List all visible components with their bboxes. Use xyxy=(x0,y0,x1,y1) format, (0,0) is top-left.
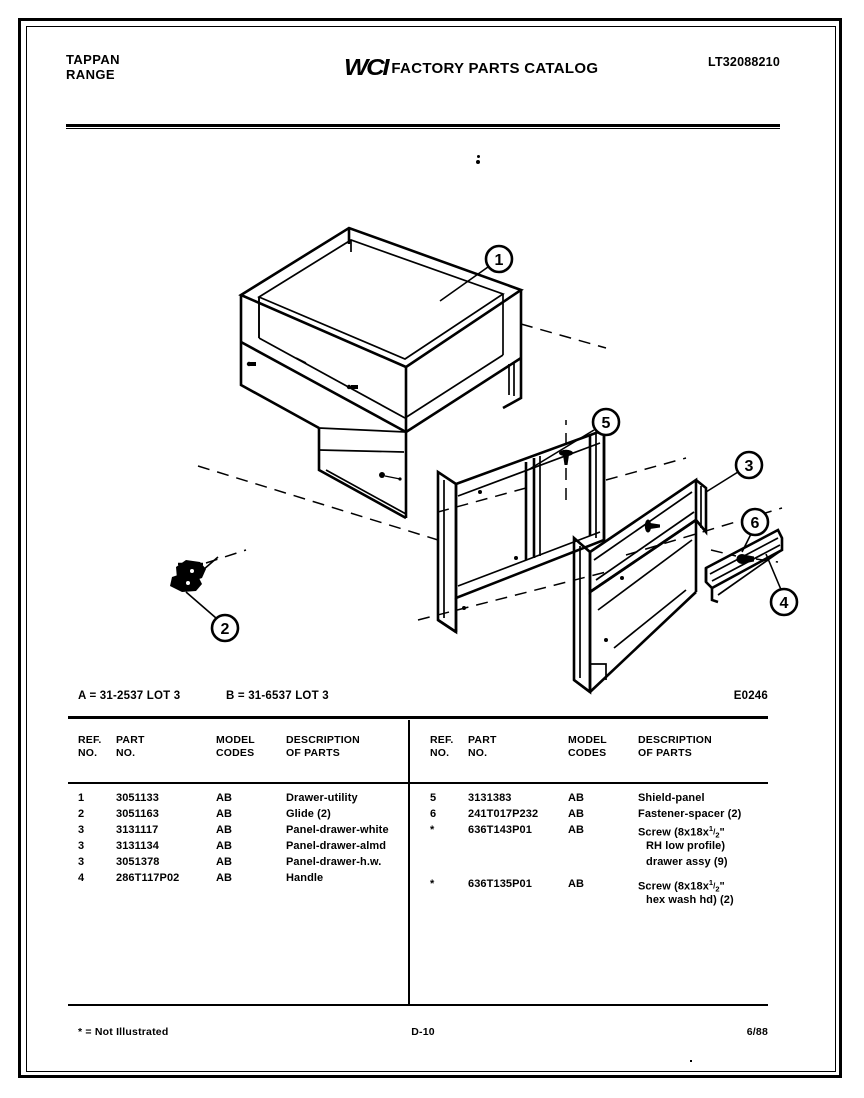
cell-description: drawer assy (9) xyxy=(646,856,728,868)
cell-part-no: 3051133 xyxy=(116,792,159,804)
cell-description: RH low profile) xyxy=(646,840,726,852)
wci-logo: WCI xyxy=(343,54,388,80)
column-header-part-no: PART NO. xyxy=(116,734,145,759)
brand-block xyxy=(66,52,120,82)
header-rule-thin xyxy=(66,128,780,129)
print-speck xyxy=(690,1060,692,1062)
callout-5-label: 5 xyxy=(601,415,611,432)
cell-model-codes: AB xyxy=(216,840,233,852)
cell-part-no: 3051378 xyxy=(116,856,160,868)
callout-2-label: 2 xyxy=(220,621,230,638)
callout-4-label: 4 xyxy=(779,595,789,612)
cell-description: Screw ($8x18x^1/_2$" xyxy=(638,878,725,894)
cell-ref-no: 3 xyxy=(78,824,85,836)
table-row xyxy=(420,878,760,894)
table-row xyxy=(68,824,408,840)
parts-rows-right xyxy=(420,792,760,910)
cell-part-no: 3131134 xyxy=(116,840,159,852)
cell-ref-no: 3 xyxy=(78,840,85,852)
cell-ref-no: * xyxy=(430,878,435,890)
cell-model-codes: AB xyxy=(216,792,233,804)
lot-information-line xyxy=(78,690,768,706)
callout-1-label: 1 xyxy=(494,252,504,269)
cell-model-codes: AB xyxy=(216,808,233,820)
column-header-ref-no: REF. NO. xyxy=(78,734,102,759)
cell-description: hex wash hd) (2) xyxy=(646,894,734,906)
table-row xyxy=(420,856,760,872)
brand-name: TAPPAN xyxy=(66,52,120,67)
cell-model-codes: AB xyxy=(568,808,585,820)
cell-description: Panel-drawer-h.w. xyxy=(286,856,382,868)
page-number: D-10 xyxy=(411,1026,435,1038)
cell-ref-no: 5 xyxy=(430,792,437,804)
cell-description: Glide (2) xyxy=(286,808,331,820)
footnote-not-illustrated: * = Not Illustrated xyxy=(78,1026,169,1038)
parts-rows-left xyxy=(68,792,408,888)
cell-ref-no: 1 xyxy=(78,792,85,804)
page-footer xyxy=(78,1026,768,1044)
cell-ref-no: * xyxy=(430,824,435,836)
cell-model-codes: AB xyxy=(568,792,585,804)
table-row xyxy=(68,792,408,808)
callout-3-label: 3 xyxy=(744,458,754,475)
catalog-title-block xyxy=(306,54,636,81)
cell-description: Panel-drawer-almd xyxy=(286,840,387,852)
glide-part xyxy=(170,560,206,592)
page-header xyxy=(66,52,780,94)
table-row xyxy=(68,840,408,856)
cell-part-no: 636T135P01 xyxy=(468,878,532,890)
revision-date: 6/88 xyxy=(746,1026,768,1038)
shield-panel-part xyxy=(438,430,604,632)
table-row xyxy=(68,856,408,872)
parts-table xyxy=(68,716,768,1006)
column-header-ref-no-right: REF. NO. xyxy=(430,734,454,759)
table-row xyxy=(68,808,408,824)
cell-description: Shield-panel xyxy=(638,792,705,804)
table-row xyxy=(68,872,408,888)
header-rule xyxy=(66,124,780,127)
cell-part-no: 3051163 xyxy=(116,808,159,820)
cell-description: Handle xyxy=(286,872,324,884)
cell-part-no: 3131383 xyxy=(468,792,512,804)
cell-part-no: 3131117 xyxy=(116,824,159,836)
cell-ref-no: 6 xyxy=(430,808,437,820)
drawing-code: E0246 xyxy=(733,690,768,702)
cell-description: Screw ($8x18x^1/_2$" xyxy=(638,824,725,840)
cell-model-codes: AB xyxy=(568,824,585,836)
table-row xyxy=(420,792,760,808)
cell-description: Drawer-utility xyxy=(286,792,358,804)
cell-part-no: 636T143P01 xyxy=(468,824,532,836)
cell-description: Fastener-spacer (2) xyxy=(638,808,742,820)
column-header-description-right: DESCRIPTION OF PARTS xyxy=(638,734,712,759)
cell-ref-no: 2 xyxy=(78,808,85,820)
cell-part-no: 286T117P02 xyxy=(116,872,180,884)
cell-model-codes: AB xyxy=(216,856,233,868)
print-speck-upper xyxy=(477,155,480,158)
brand-category: RANGE xyxy=(66,67,115,82)
cell-model-codes: AB xyxy=(216,824,233,836)
lot-code-b: B = 31-6537 LOT 3 xyxy=(226,690,329,702)
cell-model-codes: AB xyxy=(216,872,233,884)
table-row xyxy=(420,808,760,824)
cell-part-no: 241T017P232 xyxy=(468,808,539,820)
table-row xyxy=(420,894,760,910)
cell-ref-no: 3 xyxy=(78,856,85,868)
parts-table-left xyxy=(68,716,408,1006)
table-row xyxy=(420,840,760,856)
parts-table-right xyxy=(420,716,760,1006)
cell-ref-no: 4 xyxy=(78,872,85,884)
screw-icon-mid xyxy=(645,520,660,533)
cell-model-codes: AB xyxy=(568,878,585,890)
column-header-model-codes: MODEL CODES xyxy=(216,734,255,759)
column-header-description: DESCRIPTION OF PARTS xyxy=(286,734,360,759)
callout-6-label: 6 xyxy=(750,515,760,532)
table-row xyxy=(420,824,760,840)
column-header-part-no-right: PART NO. xyxy=(468,734,497,759)
catalog-title: FACTORY PARTS CATALOG xyxy=(391,60,599,77)
lot-code-a: A = 31-2537 LOT 3 xyxy=(78,690,181,702)
column-header-model-codes-right: MODEL CODES xyxy=(568,734,607,759)
model-code: LT32088210 xyxy=(708,55,780,69)
cell-description: Panel-drawer-white xyxy=(286,824,389,836)
exploded-parts-diagram xyxy=(66,140,789,660)
